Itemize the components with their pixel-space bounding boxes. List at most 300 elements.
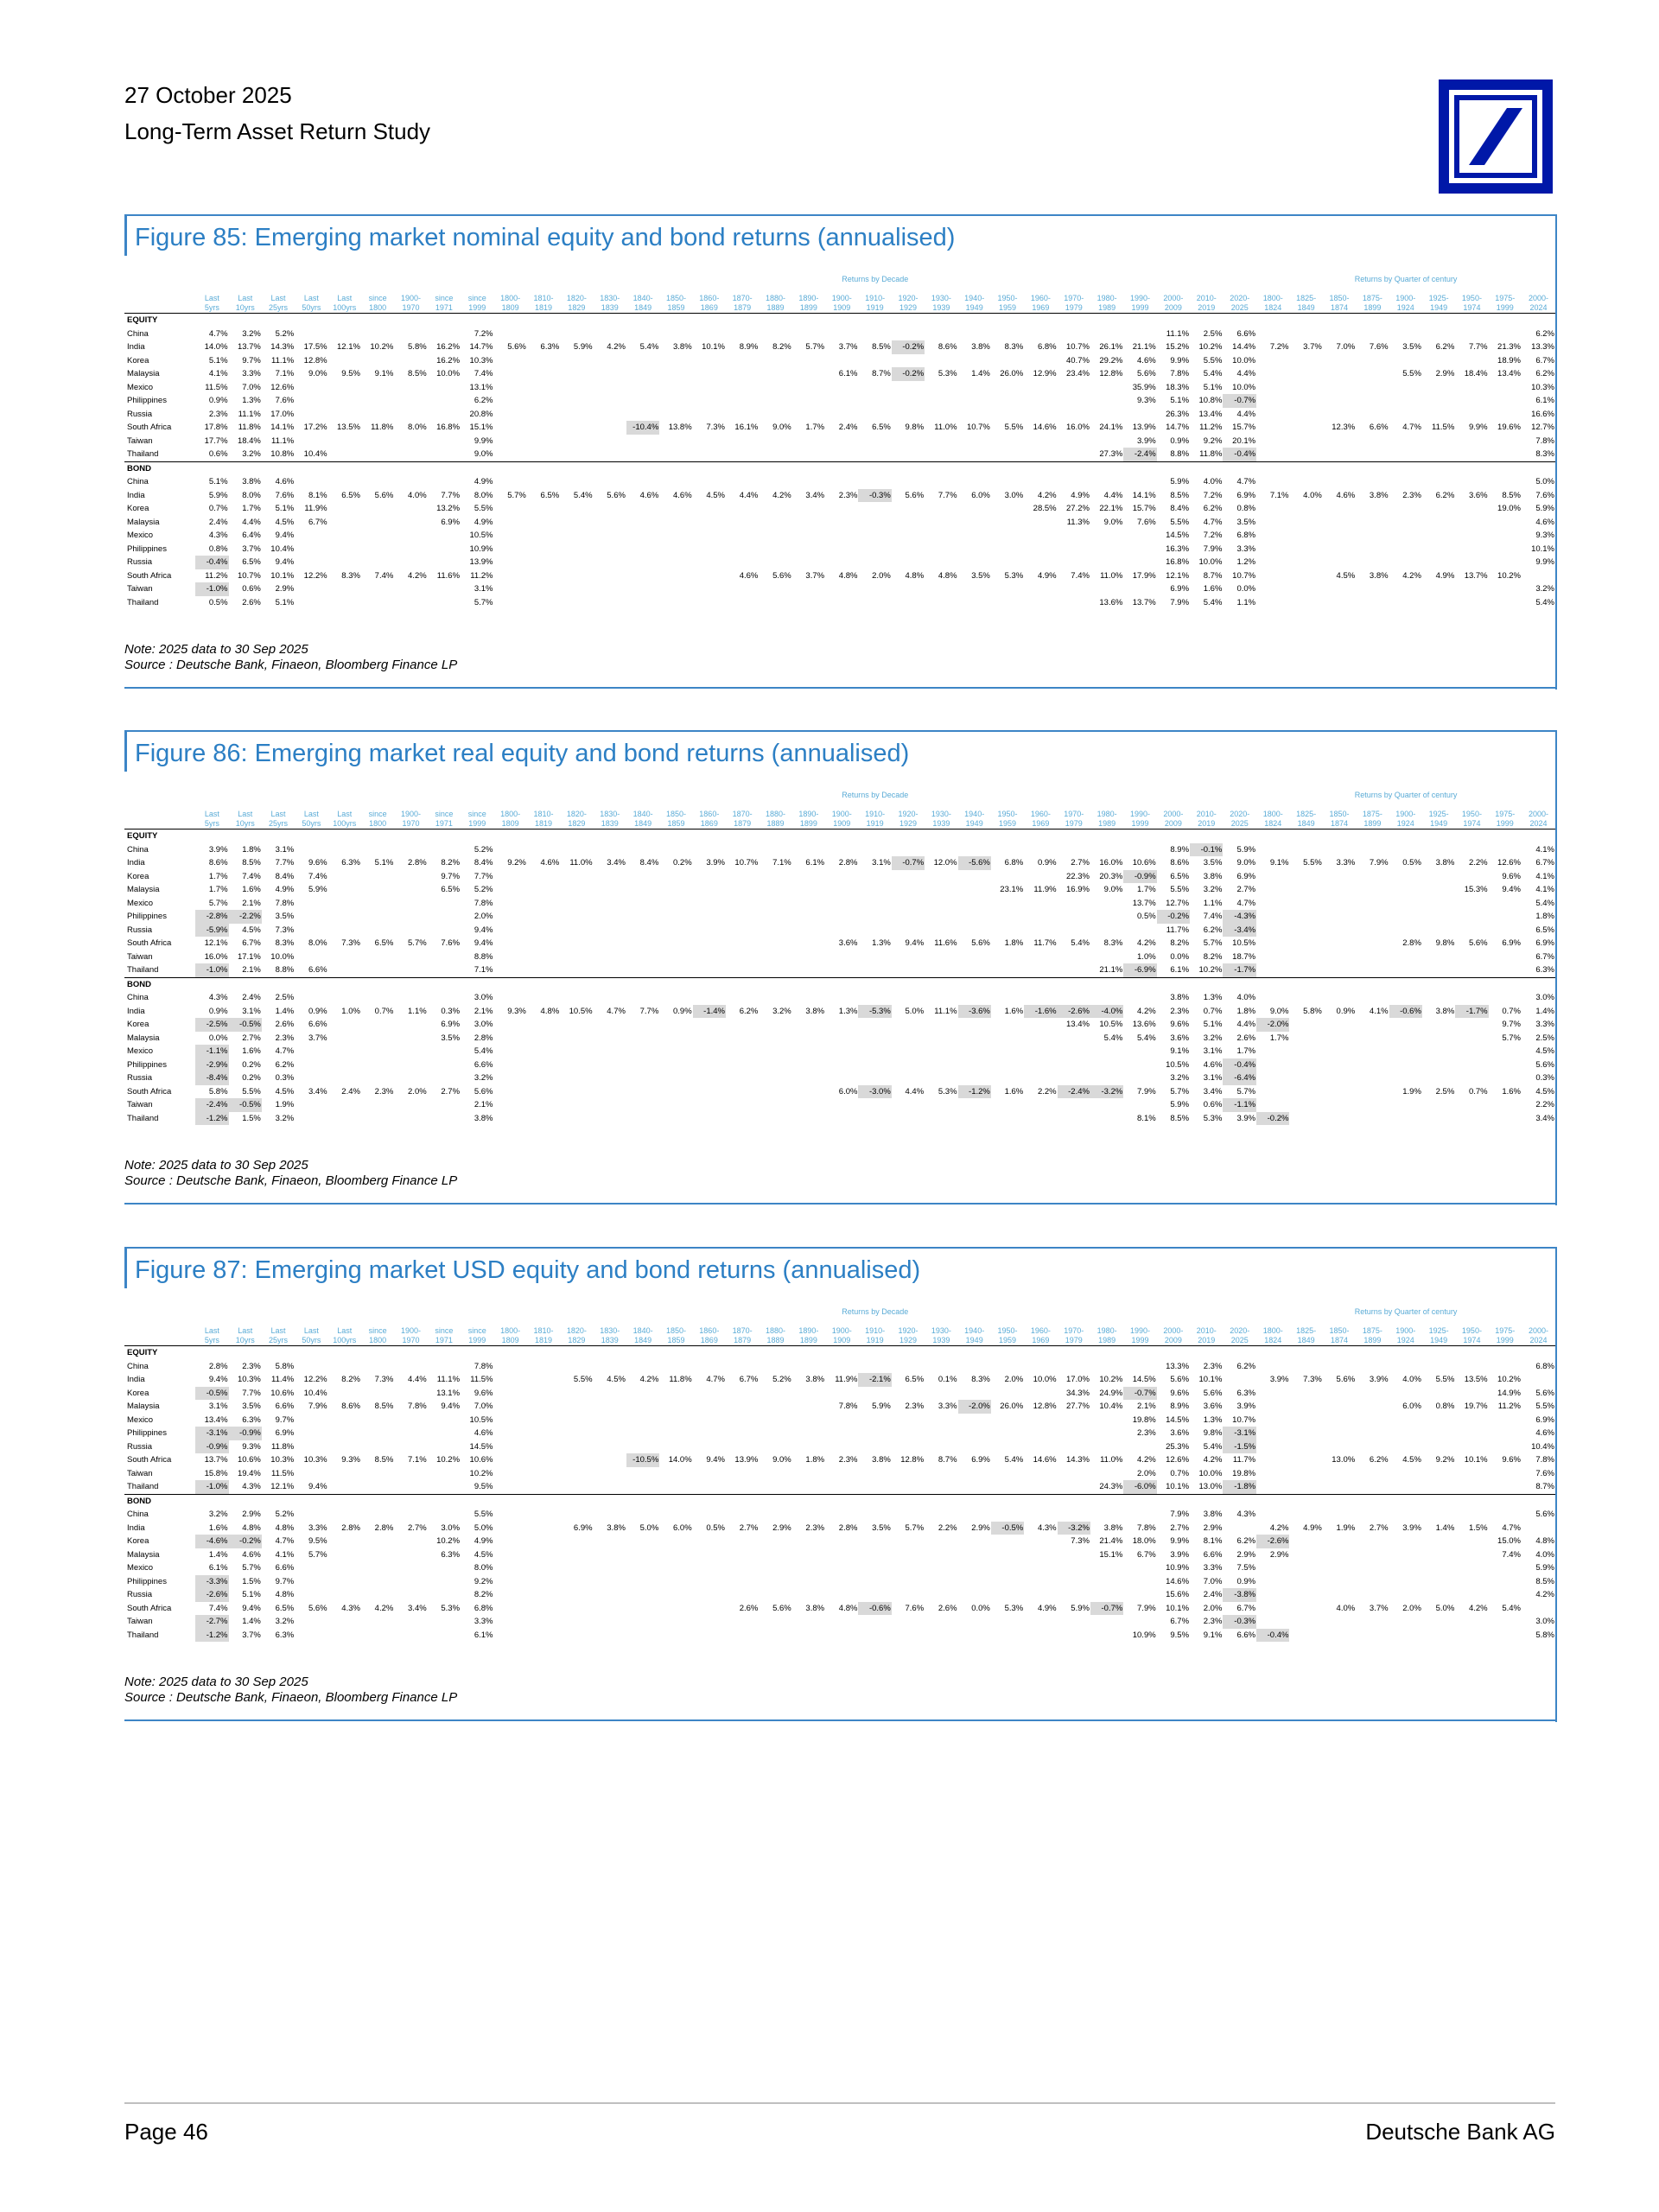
returns-table: [124, 273, 1555, 609]
row-label-header: [124, 285, 195, 314]
return-cell: [1024, 543, 1057, 556]
return-cell: [328, 502, 361, 516]
return-cell: [1356, 1588, 1389, 1602]
return-cell: [560, 1440, 593, 1454]
return-cell: 2.7%: [739, 1522, 759, 1533]
return-cell: [594, 963, 626, 977]
return-cell: [560, 367, 593, 381]
return-cell: 4.7%: [1203, 517, 1223, 527]
return-cell: [1422, 1427, 1455, 1440]
country-label: South Africa: [127, 1086, 172, 1096]
return-cell: [394, 475, 427, 489]
return-cell: [560, 963, 593, 977]
return-cell: 8.0%: [408, 423, 427, 432]
return-cell: [1123, 1360, 1156, 1374]
column-header: 1850- 1859: [659, 285, 692, 314]
return-cell: [825, 1467, 858, 1481]
return-cell: [726, 1480, 759, 1494]
return-cell: [726, 435, 759, 448]
return-cell: 4.0%: [1203, 477, 1223, 486]
return-cell: [493, 1467, 526, 1481]
return-cell: [759, 1480, 791, 1494]
return-cell: 7.8%: [1535, 435, 1554, 446]
return-cell: 5.6%: [772, 1603, 791, 1613]
column-header: Last 50yrs: [295, 1318, 327, 1346]
column-header: 1825- 1849: [1289, 801, 1322, 830]
return-cell: 5.0%: [1435, 1603, 1455, 1613]
return-cell: [428, 1467, 461, 1481]
return-cell: [527, 1373, 560, 1387]
figure-bottom-rule: [124, 687, 1555, 689]
return-cell: [527, 516, 560, 530]
return-cell: 3.8%: [474, 1113, 493, 1123]
return-cell: 2.3%: [275, 1033, 295, 1043]
return-cell: [1289, 1112, 1322, 1126]
return-cell: 10.2%: [1497, 1375, 1521, 1384]
return-cell: [693, 502, 726, 516]
return-cell: [792, 924, 825, 938]
return-cell: 4.0%: [408, 490, 427, 500]
return-cell: 16.8%: [1166, 557, 1190, 567]
return-cell: 9.0%: [474, 449, 493, 459]
return-cell: [726, 381, 759, 395]
return-cell: [428, 1112, 461, 1126]
return-cell: 1.9%: [275, 1100, 295, 1109]
return-cell: 1.5%: [242, 1113, 261, 1123]
return-cell: [626, 963, 659, 977]
return-cell: 4.8%: [938, 570, 957, 581]
return-cell: [659, 502, 692, 516]
return-cell: [825, 1588, 858, 1602]
return-cell: [295, 843, 327, 857]
return-cell: 7.3%: [275, 925, 295, 935]
return-cell: 9.4%: [275, 531, 295, 540]
return-cell: [659, 1018, 692, 1032]
return-cell: [858, 910, 891, 924]
return-cell: 4.2%: [1137, 1455, 1156, 1465]
return-cell: [693, 843, 726, 857]
return-cell: [1422, 1098, 1455, 1112]
return-cell: [1024, 1548, 1057, 1562]
return-cell: [1356, 924, 1389, 938]
table-row: [124, 1045, 1555, 1058]
table-row: [124, 1561, 1555, 1575]
return-cell: [792, 1058, 825, 1072]
return-cell: 13.8%: [668, 423, 692, 432]
return-cell: [1058, 448, 1090, 461]
return-cell: [493, 1561, 526, 1575]
return-cell: [361, 910, 394, 924]
return-cell: 13.4%: [204, 1414, 228, 1425]
return-cell: [594, 1480, 626, 1494]
return-cell: [361, 502, 394, 516]
return-cell: [295, 556, 327, 569]
return-cell: 11.1%: [1166, 328, 1190, 339]
return-cell: [1489, 1071, 1522, 1085]
table-row: [124, 1548, 1555, 1562]
return-cell: [493, 1480, 526, 1494]
return-cell: [858, 394, 891, 408]
return-cell: [328, 1071, 361, 1085]
return-cell: 7.0%: [242, 382, 261, 392]
return-cell: 9.7%: [1502, 1020, 1521, 1029]
country-label: China: [127, 1361, 149, 1371]
return-cell: 5.9%: [1170, 477, 1190, 486]
return-cell: 11.8%: [271, 1441, 295, 1452]
return-cell: [693, 1548, 726, 1562]
return-cell: 5.7%: [242, 1563, 261, 1573]
return-cell: [693, 1071, 726, 1085]
return-cell: [925, 582, 957, 596]
return-cell: [726, 1575, 759, 1589]
return-cell: [1289, 1018, 1322, 1032]
return-cell: [1323, 529, 1356, 543]
country-label: Philippines: [127, 1428, 167, 1438]
return-cell: [693, 1588, 726, 1602]
return-cell: [428, 582, 461, 596]
return-cell: -4.6%: [195, 1535, 228, 1548]
return-cell: [1422, 1440, 1455, 1454]
return-cell: [1090, 408, 1123, 422]
column-header: Last 50yrs: [295, 801, 327, 830]
return-cell: [858, 1058, 891, 1072]
return-cell: [493, 1548, 526, 1562]
return-cell: 2.9%: [1203, 1522, 1223, 1533]
return-cell: 6.9%: [275, 1428, 295, 1438]
return-cell: [1058, 435, 1090, 448]
return-cell: [1356, 1400, 1389, 1414]
return-cell: [693, 354, 726, 368]
return-cell: [394, 910, 427, 924]
return-cell: [659, 1400, 692, 1414]
return-cell: [693, 1615, 726, 1629]
return-cell: 4.7%: [706, 1375, 725, 1384]
return-cell: 17.5%: [303, 342, 327, 352]
return-cell: [792, 354, 825, 368]
return-cell: 3.2%: [474, 1073, 493, 1083]
table-row: [124, 421, 1555, 435]
return-cell: [328, 516, 361, 530]
return-cell: 5.0%: [639, 1522, 659, 1533]
return-cell: 13.4%: [1198, 409, 1223, 419]
return-cell: 13.1%: [436, 1388, 461, 1398]
return-cell: 5.4%: [573, 490, 593, 500]
return-cell: [693, 1561, 726, 1575]
return-cell: [1389, 1440, 1422, 1454]
return-cell: [1323, 1032, 1356, 1046]
country-label: China: [127, 993, 149, 1002]
return-cell: [1455, 354, 1488, 368]
table-row: [124, 843, 1555, 857]
return-cell: [527, 843, 560, 857]
column-header: 1890- 1899: [792, 285, 825, 314]
return-cell: 8.3%: [1103, 938, 1123, 948]
return-cell: [493, 1615, 526, 1629]
return-cell: [361, 1387, 394, 1401]
return-cell: [527, 1467, 560, 1481]
return-cell: [328, 1535, 361, 1548]
return-cell: [925, 1561, 957, 1575]
return-cell: [394, 924, 427, 938]
return-cell: 5.4%: [1103, 1033, 1123, 1043]
column-header: 1960- 1969: [1024, 801, 1057, 830]
return-cell: 0.3%: [275, 1073, 295, 1083]
return-cell: 8.5%: [242, 858, 261, 868]
return-cell: [792, 1615, 825, 1629]
return-cell: 4.2%: [1402, 570, 1421, 581]
return-cell: 1.7%: [805, 423, 825, 432]
return-cell: 6.6%: [474, 1059, 493, 1070]
return-cell: [659, 843, 692, 857]
return-cell: 8.5%: [1535, 1576, 1554, 1586]
return-cell: [394, 1058, 427, 1072]
return-cell: 9.6%: [1170, 1388, 1190, 1398]
return-cell: 3.8%: [971, 342, 990, 352]
return-cell: [626, 1480, 659, 1494]
return-cell: 1.4%: [242, 1617, 261, 1626]
return-cell: [295, 1467, 327, 1481]
return-cell: [328, 354, 361, 368]
return-cell: 6.6%: [308, 1020, 327, 1029]
return-cell: 23.4%: [1066, 369, 1090, 378]
return-cell: -8.4%: [195, 1071, 228, 1085]
return-cell: 9.7%: [275, 1576, 295, 1586]
return-cell: [759, 1414, 791, 1427]
return-cell: [925, 1508, 957, 1522]
return-cell: [594, 1602, 626, 1616]
return-cell: [594, 897, 626, 911]
return-cell: [1356, 950, 1389, 964]
country-label: Taiwan: [127, 435, 153, 446]
return-cell: 5.4%: [1071, 938, 1090, 948]
return-cell: [1289, 1427, 1322, 1440]
table-row: [124, 897, 1555, 911]
return-cell: [825, 843, 858, 857]
return-cell: [1489, 1360, 1522, 1374]
return-cell: [626, 1400, 659, 1414]
return-cell: [991, 1548, 1024, 1562]
return-cell: [1256, 1575, 1289, 1589]
return-cell: [925, 475, 957, 489]
return-cell: 7.7%: [1468, 342, 1488, 352]
return-cell: [792, 1098, 825, 1112]
return-cell: [626, 1098, 659, 1112]
return-cell: 7.5%: [1236, 1563, 1256, 1573]
table-row: [124, 1615, 1555, 1629]
return-cell: 17.9%: [1132, 570, 1156, 581]
return-cell: [726, 529, 759, 543]
return-cell: [428, 1561, 461, 1575]
country-label: Mexico: [127, 1414, 154, 1425]
column-header: 1890- 1899: [792, 1318, 825, 1346]
return-cell: [493, 1588, 526, 1602]
return-cell: [659, 408, 692, 422]
return-cell: [626, 569, 659, 583]
return-cell: 8.3%: [341, 570, 360, 581]
return-cell: [1090, 327, 1123, 341]
return-cell: [825, 1629, 858, 1643]
return-cell: [428, 596, 461, 610]
return-cell: [1256, 1480, 1289, 1494]
return-cell: [825, 1032, 858, 1046]
return-cell: 2.7%: [441, 1086, 461, 1096]
return-cell: [626, 475, 659, 489]
return-cell: [958, 516, 991, 530]
return-cell: [328, 1440, 361, 1454]
return-cell: [1256, 367, 1289, 381]
return-cell: [1289, 1588, 1322, 1602]
return-cell: [594, 435, 626, 448]
return-cell: [958, 897, 991, 911]
return-cell: [493, 1535, 526, 1548]
return-cell: [792, 963, 825, 977]
return-cell: [328, 1414, 361, 1427]
return-cell: 7.7%: [242, 1388, 261, 1398]
return-cell: [1256, 1508, 1289, 1522]
return-cell: 3.5%: [242, 1402, 261, 1411]
return-cell: [560, 1360, 593, 1374]
return-cell: [659, 1508, 692, 1522]
figure-note: Note: 2025 data to 30 Sep 2025: [124, 642, 308, 657]
return-cell: 2.4%: [208, 517, 228, 527]
return-cell: 7.6%: [275, 490, 295, 500]
return-cell: 0.5%: [208, 597, 228, 607]
return-cell: [1455, 1414, 1488, 1427]
return-cell: [958, 502, 991, 516]
return-cell: 7.6%: [275, 396, 295, 405]
return-cell: [858, 1071, 891, 1085]
return-cell: [693, 1414, 726, 1427]
figure-bottom-rule: [124, 1203, 1555, 1205]
column-header: since 1999: [461, 285, 493, 314]
return-cell: [958, 950, 991, 964]
return-cell: 4.4%: [1236, 369, 1256, 378]
return-cell: 2.0%: [1203, 1603, 1223, 1613]
return-cell: [1356, 963, 1389, 977]
blank-header: [124, 789, 493, 801]
return-cell: [858, 1508, 891, 1522]
return-cell: [1356, 1032, 1389, 1046]
return-cell: [1422, 1548, 1455, 1562]
return-cell: [1058, 910, 1090, 924]
column-header: 2010- 2019: [1190, 801, 1223, 830]
return-cell: 9.1%: [374, 369, 394, 378]
return-cell: [493, 950, 526, 964]
return-cell: 1.0%: [1137, 951, 1156, 962]
return-cell: [925, 1575, 957, 1589]
return-cell: [1489, 596, 1522, 610]
return-cell: 29.2%: [1099, 355, 1123, 365]
return-cell: -2.0%: [1256, 1018, 1289, 1032]
table-row: [124, 1085, 1555, 1099]
return-cell: [1058, 991, 1090, 1005]
return-cell: [1223, 1522, 1256, 1535]
return-cell: [1024, 408, 1057, 422]
return-cell: 6.5%: [441, 885, 461, 894]
return-cell: [527, 475, 560, 489]
return-cell: [527, 529, 560, 543]
return-cell: [991, 950, 1024, 964]
return-cell: 6.2%: [1535, 328, 1554, 339]
return-cell: 10.8%: [1198, 396, 1223, 405]
country-label: China: [127, 844, 149, 855]
return-cell: -0.9%: [1123, 870, 1156, 884]
return-cell: 10.0%: [270, 951, 295, 962]
return-cell: [726, 1058, 759, 1072]
return-cell: 4.9%: [1071, 490, 1090, 500]
return-cell: 4.6%: [1535, 1428, 1554, 1438]
return-cell: [493, 448, 526, 461]
return-cell: 9.4%: [441, 1402, 461, 1411]
return-cell: [958, 1098, 991, 1112]
return-cell: [1455, 910, 1488, 924]
return-cell: 5.4%: [474, 1046, 493, 1056]
return-cell: [626, 394, 659, 408]
return-cell: [892, 394, 925, 408]
return-cell: 1.6%: [1004, 1006, 1024, 1016]
return-cell: [693, 408, 726, 422]
returns-table: [124, 789, 1555, 1125]
return-cell: 15.1%: [469, 423, 493, 432]
return-cell: 4.2%: [639, 1375, 659, 1384]
return-cell: [925, 502, 957, 516]
return-cell: [626, 1387, 659, 1401]
return-cell: 3.0%: [1004, 490, 1024, 500]
return-cell: [858, 1360, 891, 1374]
return-cell: [825, 1480, 858, 1494]
return-cell: [428, 381, 461, 395]
return-cell: [925, 1387, 957, 1401]
return-cell: -2.4%: [1058, 1085, 1090, 1099]
return-cell: 4.2%: [1203, 1455, 1223, 1465]
return-cell: [1323, 408, 1356, 422]
return-cell: [1323, 883, 1356, 897]
return-cell: [925, 1360, 957, 1374]
return-cell: [1090, 1071, 1123, 1085]
return-cell: [1256, 502, 1289, 516]
return-cell: 2.9%: [275, 584, 295, 594]
return-cell: [1455, 1032, 1488, 1046]
return-cell: [560, 502, 593, 516]
return-cell: [1024, 327, 1057, 341]
return-cell: [626, 1548, 659, 1562]
return-cell: [991, 516, 1024, 530]
return-cell: 10.2%: [1497, 570, 1521, 581]
return-cell: 5.1%: [1203, 382, 1223, 392]
return-cell: [1356, 1387, 1389, 1401]
return-cell: 1.8%: [1004, 938, 1024, 948]
return-cell: -0.7%: [1223, 394, 1256, 408]
return-cell: [792, 1085, 825, 1099]
return-cell: [1256, 897, 1289, 911]
return-cell: [659, 1032, 692, 1046]
return-cell: [792, 1387, 825, 1401]
return-cell: [1389, 883, 1422, 897]
table-row: [124, 435, 1555, 448]
return-cell: [1356, 435, 1389, 448]
return-cell: [759, 1018, 791, 1032]
return-cell: [991, 1535, 1024, 1548]
return-cell: 10.5%: [469, 1414, 493, 1425]
return-cell: 6.7%: [1535, 951, 1554, 962]
return-cell: [1090, 1467, 1123, 1481]
return-cell: [925, 596, 957, 610]
return-cell: [825, 1414, 858, 1427]
return-cell: [361, 897, 394, 911]
return-cell: 7.1%: [474, 965, 493, 975]
return-cell: [1024, 1058, 1057, 1072]
return-cell: 18.0%: [1132, 1536, 1156, 1546]
